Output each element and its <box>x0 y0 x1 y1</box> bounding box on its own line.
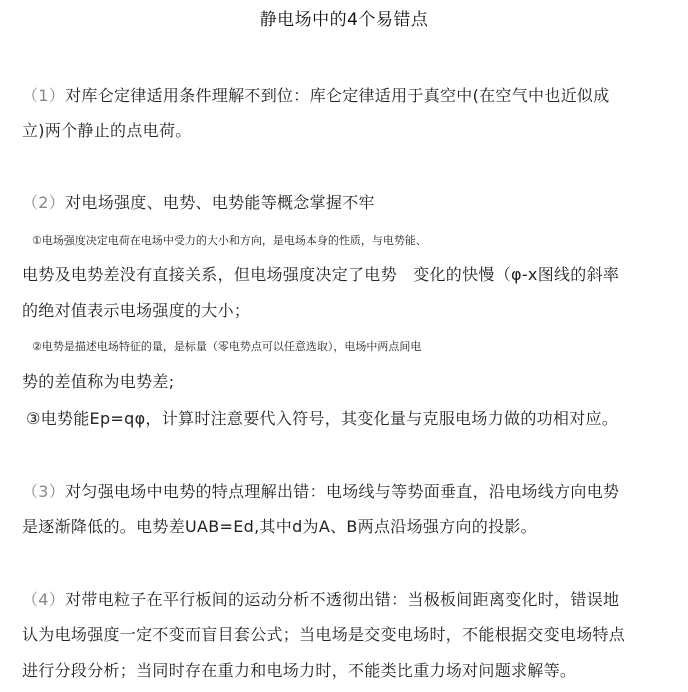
section-3-number: （3） <box>22 482 66 501</box>
section-2-heading <box>22 191 672 215</box>
section-4-line-2: 认为电场强度一定不变而盲目套公式；当电场是交变电场时，不能根据交变电场特点 <box>22 625 626 644</box>
section-4-line-3: 进行分段分析；当同时存在重力和电场力时，不能类比重力场对问题求解等。 <box>22 661 577 680</box>
page-title: 静电场中的4个易错点 <box>259 10 429 30</box>
section-4-text-1: 对带电粒子在平行板间的运动分析不透彻出错：当极板间距离变化时，错误地 <box>65 590 620 609</box>
section-3-line-1 <box>22 480 672 504</box>
section-1-line-2: 立)两个静止的点电荷。 <box>22 121 192 140</box>
section-2-item-2-line-2: 势的差值称为电势差; <box>22 372 175 391</box>
section-2-item-3-line-1: ③电势能Ep=qφ，计算时注意要代入符号，其变化量与克服电场力做的功相对应。 <box>26 409 619 428</box>
section-2-item-2-line-1: ②电势是描述电场特征的量，是标量（零电势点可以任意选取），电场中两点间电 <box>32 340 422 353</box>
section-2-item-1-line-2: 电势及电势差没有直接关系，但电场强度决定了电势 变化的快慢（φ-x图线的斜率 <box>22 265 620 284</box>
section-3-text-1: 对匀强电场中电势的特点理解出错：电场线与等势面垂直，沿电场线方向电势 <box>65 482 620 501</box>
section-2-heading-text: 对电场强度、电势、电势能等概念掌握不牢 <box>65 193 375 212</box>
section-1-number: （1） <box>22 86 66 105</box>
section-1-line-1 <box>22 84 672 108</box>
section-4-number: （4） <box>22 590 66 609</box>
section-2-number: （2） <box>22 193 66 212</box>
section-1-text-1: 对库仑定律适用条件理解不到位：库仑定律适用于真空中(在空气中也近似成 <box>65 86 610 105</box>
section-3-line-2: 是逐渐降低的。电势差UAB=Ed,其中d为A、B两点沿场强方向的投影。 <box>22 517 537 536</box>
section-2-item-1-line-1: ①电场强度决定电荷在电场中受力的大小和方向，是电场本身的性质，与电势能、 <box>32 234 427 247</box>
section-4-line-1 <box>22 588 672 612</box>
section-2-item-1-line-3: 的绝对值表示电场强度的大小； <box>22 301 251 320</box>
